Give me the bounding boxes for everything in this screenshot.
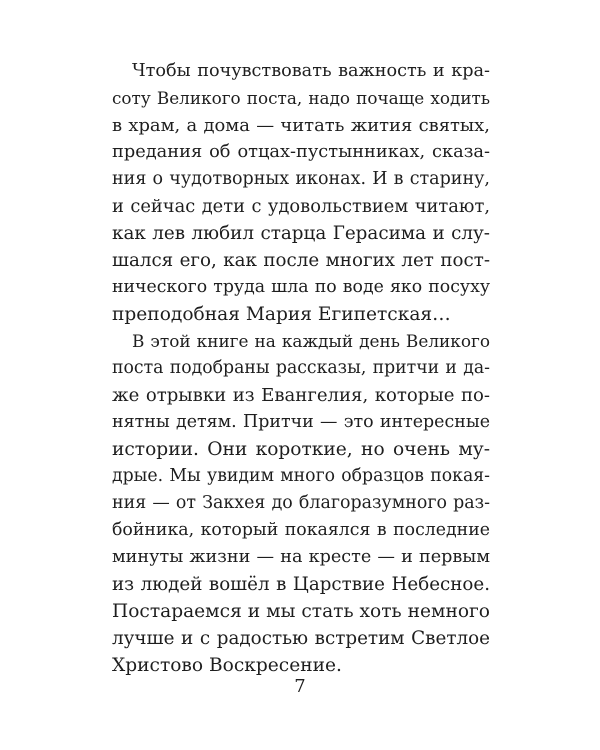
paragraph-2-line-8: бойника, который покаялся в последние [112,520,490,540]
paragraph-2-line-13: Христово Воскресение. [112,655,342,676]
paragraph-2-line-6: дрые. Мы увидим много образцов покая- [112,466,490,486]
paragraph-1-line-10: преподобная Мария Египетская… [112,304,451,325]
paragraph-1-line-8: шался его, как после многих лет пост- [112,250,490,271]
paragraph-2-line-4: нятны детям. Притчи — это интересные [112,412,490,432]
paragraph-2-line-10: из людей вошёл в Царствие Небесное. [112,574,490,595]
paragraph-2-line-12: лучше и с радостью встретим Светлое [112,628,490,649]
paragraph-1-line-6: и сейчас дети с удовольствием читают, [112,196,490,217]
paragraph-1-line-4: предания об отцах-пустынниках, сказа- [112,142,490,162]
paragraph-1-line-7: как лев любил старца Герасима и слу- [112,223,490,244]
paragraph-2-line-5: истории. Они короткие, но очень му- [112,439,490,460]
paragraph-2-line-7: ния — от Закхея до благоразумного раз- [112,493,490,513]
paragraph-2-line-11: Постараемся и мы стать хоть немного [112,601,490,622]
paragraph-2-line-1: В этой книге на каждый день Великого [132,331,490,351]
paragraph-1-line-2: соту Великого поста, надо почаще ходить [112,88,490,108]
paragraph-1-line-1: Чтобы почувствовать важность и кра- [132,61,490,81]
paragraph-1-line-9: нического труда шла по воде яко посуху [112,277,490,297]
paragraph-1-line-3: в храм, а дома — читать жития святых, [112,115,490,136]
page-number: 7 [294,676,306,697]
paragraph-2-line-3: же отрывки из Евангелия, которые по- [112,385,490,406]
paragraph-2-line-2: поста подобраны рассказы, притчи и да- [112,358,490,378]
paragraph-1-line-5: ния о чудотворных иконах. И в старину, [112,169,490,189]
paragraph-2-line-9: минуты жизни — на кресте — и первым [112,547,490,567]
body-text [112,58,490,679]
